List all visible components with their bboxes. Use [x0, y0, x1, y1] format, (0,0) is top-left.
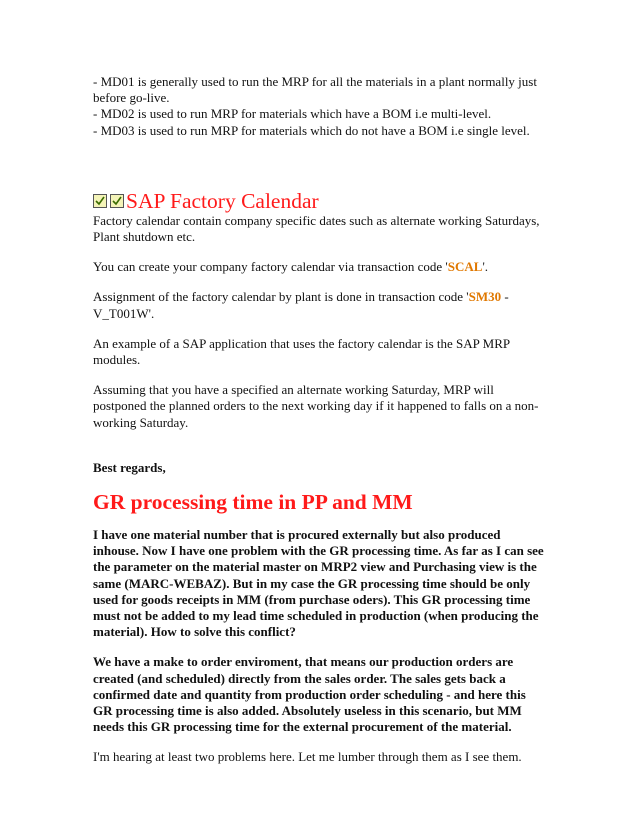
answer-paragraph: I'm hearing at least two problems here. Let me lumber through them as I see them. [93, 749, 522, 765]
question-paragraph-1: I have one material number that is procured externally but also produced inhouse. Now I have one problem with the GR processing time. As far as I can see the parameter on the material master on MRP2 view and Purchasing view is the same (MARC-WEBAZ). But in my case the GR processing time should be only used for goods receipts in MM (from purchase oders). This GR processing time must not be added to my lead time scheduled in production (when producing the material). How to solve this conflict? [93, 527, 544, 640]
question-paragraph-2: We have a make to order enviroment, that means our production orders are created (and scheduled) directly from the sales order. The sales gets back a confirmed date and quantity from production order scheduling - and here this GR processing time is also added. Absolutely useless in this scenario, but MM needs this GR processing time for the external procurement of the material. [93, 654, 526, 735]
document-page [93, 74, 548, 766]
mrp-example-paragraph: An example of a SAP application that uses the factory calendar is the SAP MRP modules. [93, 335, 510, 368]
factory-calendar-heading [93, 189, 548, 213]
factory-calendar-definition: Factory calendar contain company specific dates such as alternate working Saturdays, Plant shutdown etc. [93, 212, 540, 245]
alternate-saturday-paragraph: Assuming that you have a specified an alternate working Saturday, MRP will postponed the planned orders to the next working day if it happened to falls on a non-working Saturday. [93, 382, 539, 430]
sm30-paragraph: Assignment of the factory calendar by plant is done in transaction code 'SM30 - V_T001W'. [93, 289, 509, 321]
md03-note: - MD03 is used to run MRP for materials which do not have a BOM i.e single level. [93, 122, 530, 138]
checkbox-icon [93, 194, 107, 208]
scal-paragraph: You can create your company factory calendar via transaction code 'SCAL'. [93, 259, 489, 275]
checkbox-icon [110, 194, 124, 208]
md02-note: - MD02 is used to run MRP for materials which have a BOM i.e multi-level. [93, 106, 492, 122]
md01-note: - MD01 is generally used to run the MRP for all the materials in a plant normally just before go-live. [93, 74, 537, 106]
sm30-code: SM30 [468, 289, 502, 305]
factory-calendar-title: SAP Factory Calendar [126, 188, 319, 213]
mrp-intro [93, 74, 548, 139]
signoff: Best regards, [93, 459, 166, 475]
gr-processing-heading: GR processing time in PP and MM [93, 490, 413, 515]
scal-code: SCAL [447, 259, 483, 275]
